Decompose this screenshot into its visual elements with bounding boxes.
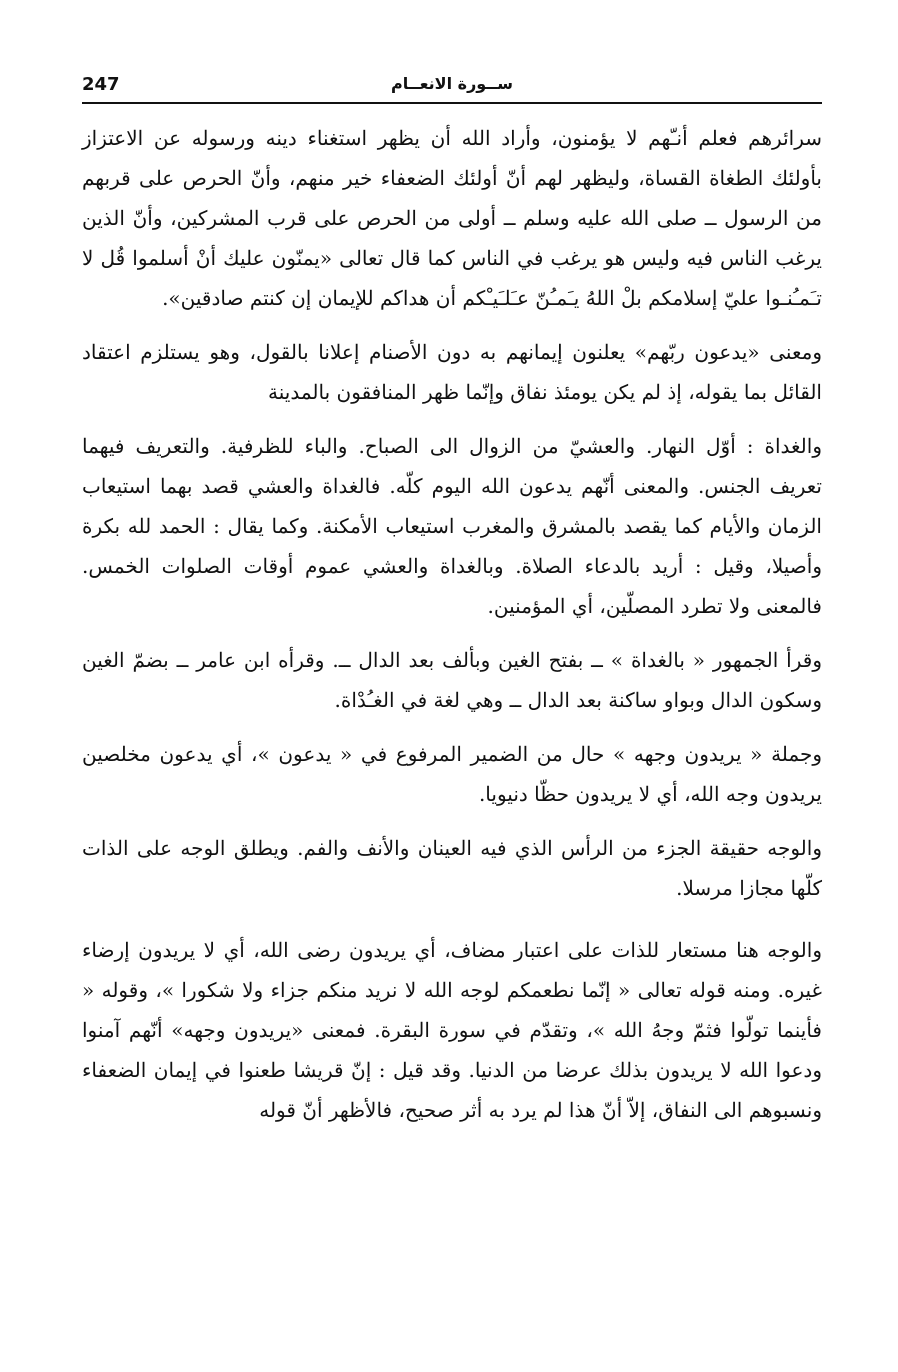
paragraph: والوجه حقيقة الجزء من الرأس الذي فيه العينان والأنف والفم. ويطلق الوجه على الذات كلّها مجازا مرسلا. [82,836,822,900]
page-body [82,118,822,1144]
page-header [82,70,822,104]
paragraph: والغداة : أوّل النهار. والعشيّ من الزوال الى الصباح. والباء للظرفية. والتعريف فيهما تعريف الجنس. والمعنى أنّهم يدعون الله اليوم كلّه. فالغداة والعشي قصد بهما استيعاب الزمان والأيام كما يقصد بالمشرق والمغرب استيعاب الأمكنة. وكما يقال : الحمد لله بكرة وأصيلا، وقيل : أريد بالدعاء الصلاة. وبالغداة والعشي عموم أوقات الصلوات الخمس. فالمعنى ولا تطرد المصلّين، أي المؤمنين. [82,434,822,618]
paragraph: ومعنى «يدعون ربّهم» يعلنون إيمانهم به دون الأصنام إعلانا بالقول، وهو يستلزم اعتقاد القائل بما يقوله، إذ لم يكن يومئذ نفاق وإنّما ظهر المنافقون بالمدينة [82,340,822,404]
paragraph: وقرأ الجمهور « بالغداة » ــ بفتح الغين وبألف بعد الدال ــ. وقرأه ابن عامر ــ بضمّ الغين وسكون الدال وبواو ساكنة بعد الدال ــ وهي لغة في الغـُدْاة. [82,648,822,712]
paragraph: والوجه هنا مستعار للذات على اعتبار مضاف، أي يريدون رضى الله، أي لا يريدون إرضاء غيره. ومنه قوله تعالى « إنّما نطعمكم لوجه الله لا نريد منكم جزاء ولا شكورا »، وقوله « فأينما تولّوا فثمّ وجهُ الله »، وتقدّم في سورة البقرة. فمعنى «يريدون وجهه» أنّهم آمنوا ودعوا الله لا يريدون بذلك عرضا من الدنيا. وقد قيل : إنّ قريشا طعنوا في إيمان الضعفاء ونسبوهم الى النفاق، إلاّ أنّ هذا لم يرد به أثر صحيح، فالأظهر أنّ قوله [82,938,822,1122]
paragraph: وجملة « يريدون وجهه » حال من الضمير المرفوع في « يدعون »، أي يدعون مخلصين يريدون وجه الله، أي لا يريدون حظّا دنيويا. [82,742,822,806]
page-number: 247 [82,74,120,95]
paragraph: سرائرهم فعلم أنـّهم لا يؤمنون، وأراد الله أن يظهر استغناء دينه ورسوله عن الاعتزاز بأولئك الطغاة القساة، وليظهر لهم أنّ أولئك الضعفاء خير منهم، وأنّ الحرص على قربهم من الرسول ــ صلى الله عليه وسلم ــ أولى من الحرص على قرب المشركين، وأنّ الذين يرغب الناس فيه وليس هو يرغب في الناس كما قال تعالى «يمنّون عليك أنْ أسلموا قُل لا تـَمـُنـوا عليّ إسلامكم بلْ اللهُ يـَمـُنّ عـَلـَيـْكم أن هداكم للإيمان إن كنتم صادقين». [82,126,822,310]
surah-title: ســورة الانعــام [390,74,514,93]
